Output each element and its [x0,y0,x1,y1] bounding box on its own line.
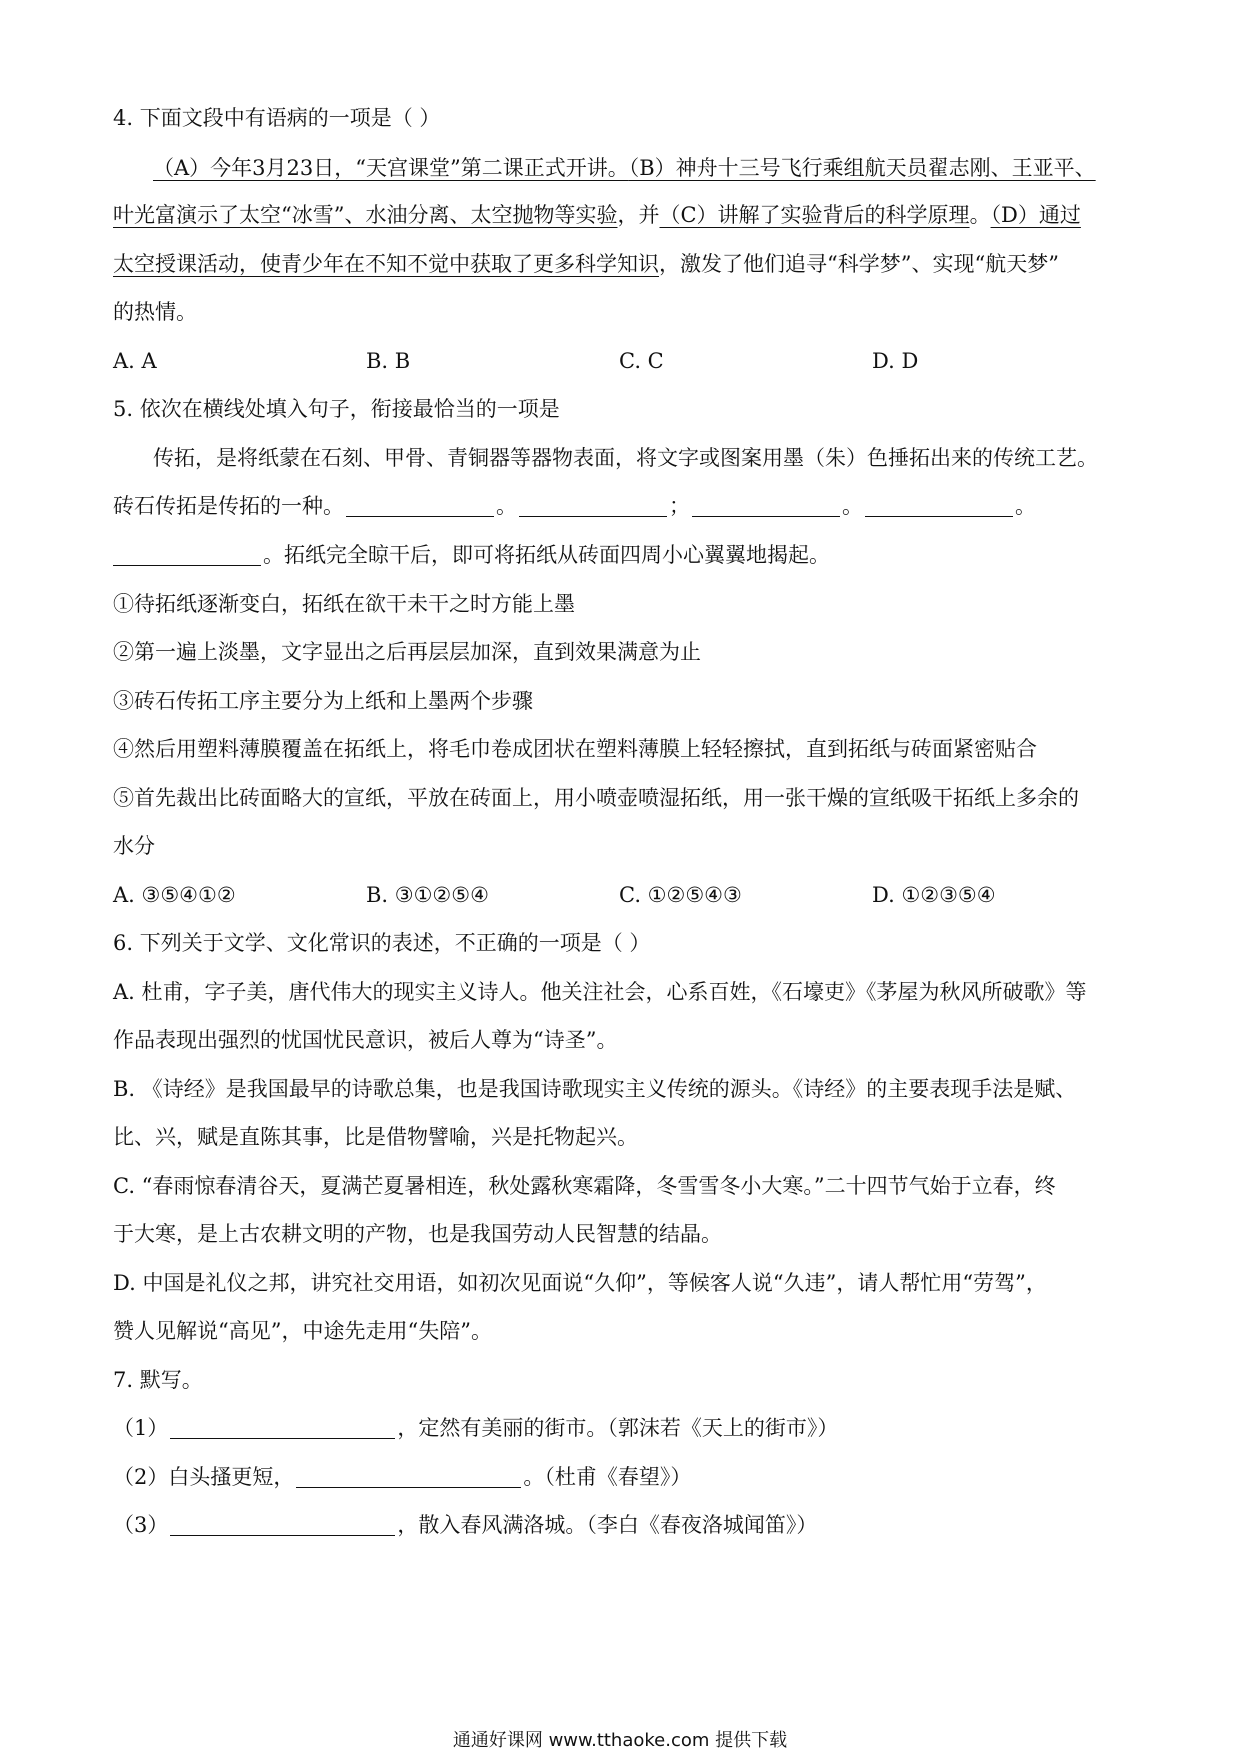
q6-option-c-line-2: 于大寒，是上古农耕文明的产物，也是我国劳动人民智慧的结晶。 [113,1222,722,1246]
q4-sentence-d-part2: 太空授课活动，使青少年在不知不觉中获取了更多科学知识 [113,252,659,276]
q4-option-a[interactable]: A. A [113,349,157,373]
footer-source: 通通好课网 www.tthaoke.com 提供下载 [452,1730,788,1751]
q7-stem: 7. 默写。 [113,1368,203,1392]
q4-options [113,346,1133,376]
q5-sep-4: 。 [1015,494,1036,518]
q4-passage-line-2 [113,200,1133,230]
q6-stem: 6. 下列关于文学、文化常识的表述，不正确的一项是（ ） [113,931,651,955]
q6-option-b-line-1[interactable]: B. 《诗经》是我国最早的诗歌总集，也是我国诗歌现实主义传统的源头。《诗经》的主要表现手法是赋、 [113,1077,1077,1101]
q4-sentence-b-part2: 叶光富演示了太空“冰雪”、水油分离、太空抛物等实验 [113,203,618,227]
q4-sentence-d-part1: （D）通过 [990,203,1081,227]
q5-item-5: ⑤首先裁出比砖面略大的宣纸，平放在砖面上，用小喷壶喷湿拓纸，用一张干燥的宣纸吸干拓纸上多余的 [113,786,1079,810]
q4-option-c[interactable]: C. C [619,349,664,373]
q4-sentence-a: （A）今年3月23日，“天宫课堂”第二课正式开讲。 [153,156,629,180]
q5-option-a[interactable]: A. ③⑤④①② [113,883,236,907]
q5-passage-tail: 。拓纸完全晾干后，即可将拓纸从砖面四周小心翼翼地揭起。 [263,543,830,567]
q6-option-d-line-1[interactable]: D. 中国是礼仪之邦，讲究社交用语，如初次见面说“久仰”，等候客人说“久违”，请人帮忙用“劳驾”， [113,1271,1047,1295]
q5-item-5-continued: 水分 [113,834,155,858]
q5-options [113,880,1133,910]
q5-passage-lead: 砖石传拓是传拓的一种。 [113,494,344,518]
q7-blank-3[interactable] [170,1513,395,1536]
q4-option-d[interactable]: D. D [872,349,919,373]
q5-blank-1[interactable] [346,494,494,517]
q4-stem: 4. 下面文段中有语病的一项是（ ） [113,106,441,130]
q5-passage-line-3 [113,540,1133,570]
q7-item-3-text: ，散入春风满洛城。（李白《春夜洛城闻笛》） [397,1513,818,1537]
q5-sep-2: ； [669,494,690,518]
q4-sentence-c: （C）讲解了实验背后的科学原理 [659,203,970,227]
q4-connector: ，并 [617,203,660,227]
q7-item-3-number: （3） [113,1513,169,1537]
q7-item-2 [113,1462,1133,1492]
q4-period: 。 [969,203,991,227]
q7-item-1-text: ，定然有美丽的街市。（郭沫若《天上的街市》） [397,1416,839,1440]
q4-sentence-b-part1: （B）神舟十三号飞行乘组航天员翟志刚、王亚平、 [628,156,1096,180]
q4-passage-tail: ，激发了他们追寻“科学梦”、实现“航天梦” [659,252,1059,276]
q5-item-2: ②第一遍上淡墨，文字显出之后再层层加深，直到效果满意为止 [113,640,701,664]
q6-option-b-line-2: 比、兴，赋是直陈其事，比是借物譬喻，兴是托物起兴。 [113,1125,638,1149]
q4-passage-line-3 [113,249,1133,279]
q6-option-c-line-1[interactable]: C. “春雨惊春清谷天，夏满芒夏暑相连，秋处露秋寒霜降，冬雪雪冬小大寒。”二十四节气始于立春，终 [113,1174,1056,1198]
q5-passage-line-2 [113,491,1133,521]
q7-blank-1[interactable] [170,1416,395,1439]
q7-blank-2[interactable] [296,1465,521,1488]
q5-sep-3: 。 [842,494,863,518]
q5-sep-1: 。 [496,494,517,518]
q7-item-2-text-tail: 。（杜甫《春望》） [523,1465,692,1489]
q4-passage-line-4: 的热情。 [113,300,197,324]
q5-passage-line-1: 传拓，是将纸蒙在石刻、甲骨、青铜器等器物表面，将文字或图案用墨（朱）色捶拓出来的传统工艺。 [153,446,1098,470]
q6-option-a-line-1[interactable]: A. 杜甫，字子美，唐代伟大的现实主义诗人。他关注社会，心系百姓，《石壕吏》《茅屋为秋风所破歌》等 [113,980,1087,1004]
q5-blank-4[interactable] [865,494,1013,517]
q5-option-c[interactable]: C. ①②⑤④③ [619,883,742,907]
q5-option-b[interactable]: B. ③①②⑤④ [366,883,489,907]
q5-stem: 5. 依次在横线处填入句子，衔接最恰当的一项是 [113,397,560,421]
q5-blank-5[interactable] [113,543,261,566]
q7-item-2-text-head: （2）白头搔更短， [113,1465,295,1489]
q5-item-1: ①待拓纸逐渐变白，拓纸在欲干未干之时方能上墨 [113,592,575,616]
q7-item-3 [113,1510,1133,1540]
q7-item-1-number: （1） [113,1416,169,1440]
q5-blank-3[interactable] [692,494,840,517]
q6-option-d-line-2: 赞人见解说“高见”，中途先走用“失陪”。 [113,1319,492,1343]
q5-option-d[interactable]: D. ①②③⑤④ [872,883,996,907]
q5-item-4: ④然后用塑料薄膜覆盖在拓纸上，将毛巾卷成团状在塑料薄膜上轻轻擦拭，直到拓纸与砖面紧密贴合 [113,737,1037,761]
q4-passage-line-1 [153,153,1173,183]
q6-option-a-line-2: 作品表现出强烈的忧国忧民意识，被后人尊为“诗圣”。 [113,1028,618,1052]
q5-item-3: ③砖石传拓工序主要分为上纸和上墨两个步骤 [113,689,533,713]
q5-blank-2[interactable] [519,494,667,517]
q7-item-1 [113,1413,1133,1443]
q4-option-b[interactable]: B. B [366,349,411,373]
